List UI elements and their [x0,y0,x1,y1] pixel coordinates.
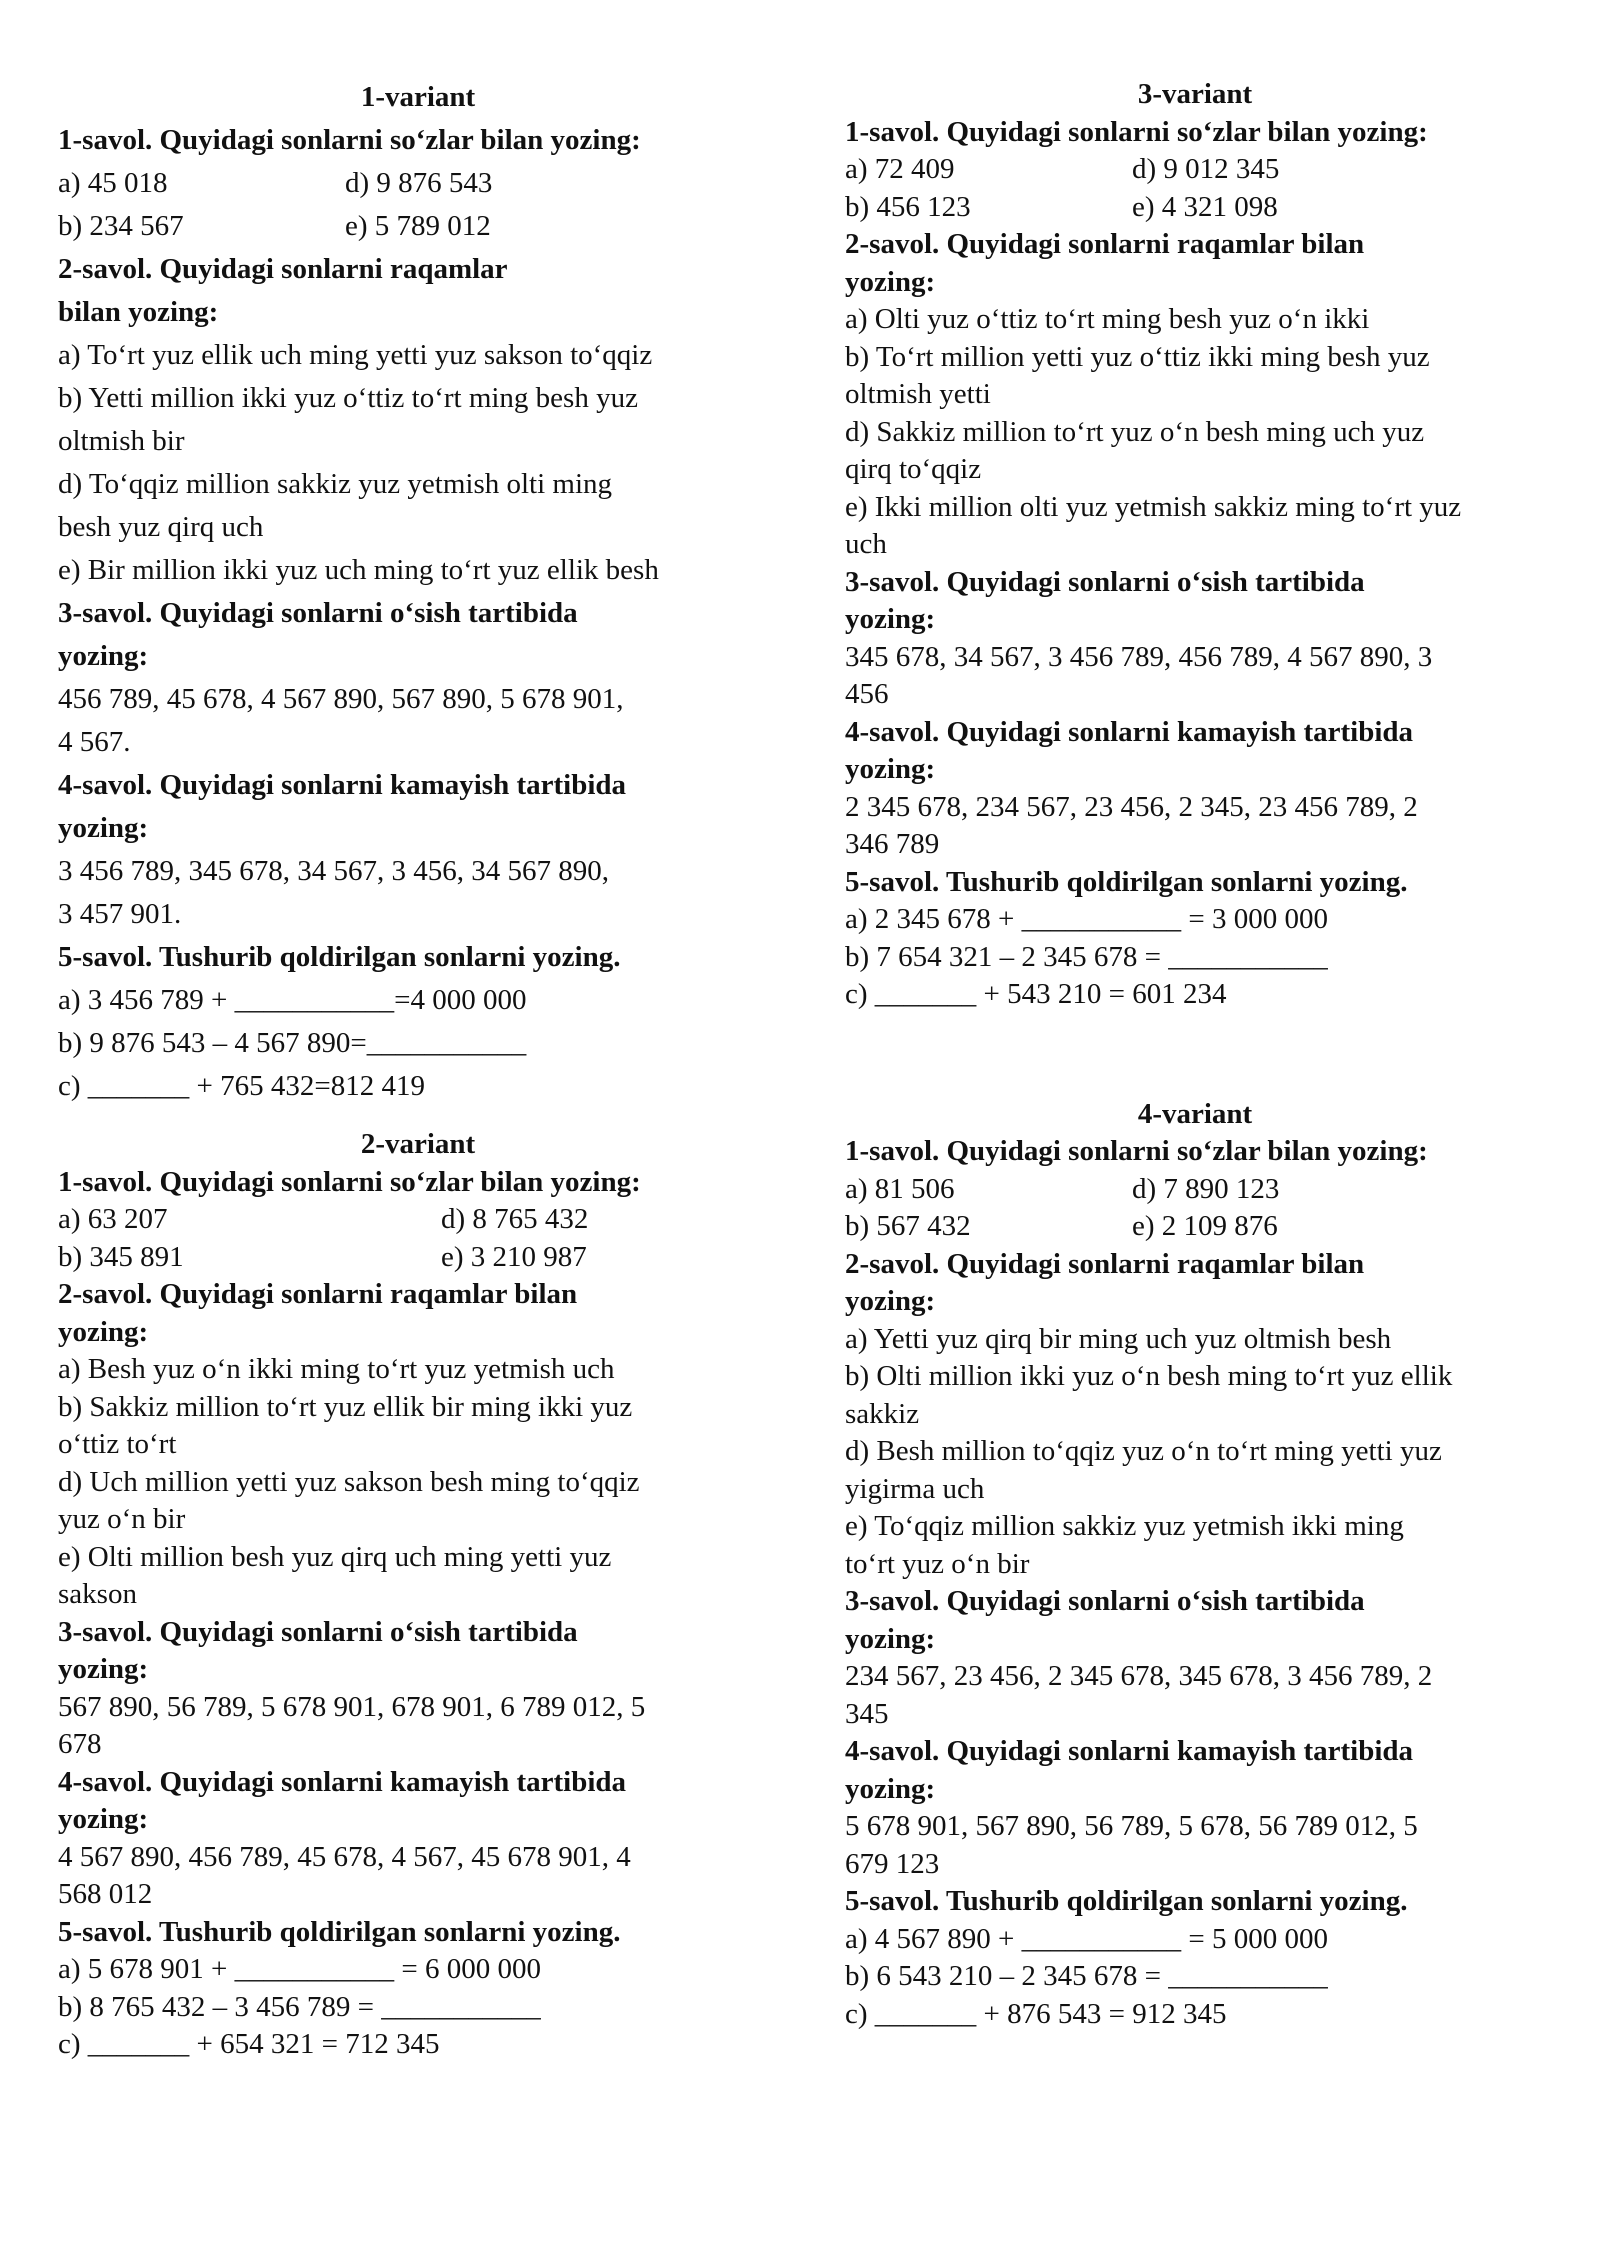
ascending-number-list: 345 [845,1697,889,1730]
question-5-heading: 5-savol. Tushurib qoldirilgan sonlarni yozing. [845,1885,1408,1917]
number-item: a) 63 207 [58,1203,168,1235]
number-pair-row [58,162,778,205]
question-1-heading: 1-savol. Quyidagi sonlarni so‘zlar bilan yozing: [845,115,1428,148]
number-item: e) 3 210 987 [441,1240,587,1273]
descending-number-list: 3 457 901. [58,898,182,930]
word-number-item: b) Sakkiz million to‘rt yuz ellik bir ming ikki yuz [58,1390,633,1423]
word-number-item: o‘ttiz to‘rt [58,1428,177,1460]
word-number-item: e) Olti million besh yuz qirq uch ming yetti yuz [58,1540,612,1573]
word-number-item: d) Uch million yetti yuz sakson besh ming to‘qqiz [58,1465,640,1498]
descending-number-list: 2 345 678, 234 567, 23 456, 2 345, 23 456 789, 2 [845,790,1418,823]
number-item: e) 2 109 876 [1132,1210,1278,1242]
number-item: d) 7 890 123 [1132,1172,1280,1205]
variant-2 [58,1126,778,2064]
question-4-heading: yozing: [58,812,149,844]
question-4-heading: 4-savol. Quyidagi sonlarni kamayish tartibida [58,1765,627,1798]
number-pair-row [845,1208,1545,1246]
word-number-item: oltmish yetti [845,378,991,410]
fill-blank-equation: a) 4 567 890 + ___________ = 5 000 000 [845,1922,1328,1955]
word-number-item: a) To‘rt yuz ellik uch ming yetti yuz sakson to‘qqiz [58,339,653,371]
question-3-heading: yozing: [845,603,936,635]
question-5-heading: 5-savol. Tushurib qoldirilgan sonlarni yozing. [58,1915,621,1948]
fill-blank-equation: b) 6 543 210 – 2 345 678 = ___________ [845,1960,1328,1992]
word-number-item: b) Olti million ikki yuz o‘n besh ming to‘rt yuz ellik [845,1360,1453,1392]
fill-blank-equation: b) 9 876 543 – 4 567 890=___________ [58,1027,527,1059]
fill-blank-equation: b) 8 765 432 – 3 456 789 = ___________ [58,1990,541,2023]
question-4-heading: 4-savol. Quyidagi sonlarni kamayish tartibida [845,715,1414,748]
descending-number-list: 346 789 [845,828,940,860]
number-item: a) 45 018 [58,167,168,199]
question-2-heading: 2-savol. Quyidagi sonlarni raqamlar bilan [845,1247,1365,1280]
word-number-item: d) To‘qqiz million sakkiz yuz yetmish olti ming [58,468,613,500]
word-number-item: besh yuz qirq uch [58,511,264,543]
word-number-item: yuz o‘n bir [58,1503,186,1535]
word-number-item: e) Bir million ikki yuz uch ming to‘rt yuz ellik besh [58,554,659,586]
right-column [845,76,1545,2033]
word-number-item: e) Ikki million olti yuz yetmish sakkiz ming to‘rt yuz [845,490,1462,523]
question-5-heading: 5-savol. Tushurib qoldirilgan sonlarni yozing. [845,865,1408,898]
number-pair-row [845,1171,1545,1209]
number-item: b) 234 567 [58,210,184,242]
fill-blank-equation: c) _______ + 876 543 = 912 345 [845,1997,1227,2030]
ascending-number-list: 345 678, 34 567, 3 456 789, 456 789, 4 567 890, 3 [845,640,1433,673]
number-pair-row [58,1201,778,1239]
number-item: a) 81 506 [845,1172,955,1205]
fill-blank-equation: a) 2 345 678 + ___________ = 3 000 000 [845,903,1328,935]
ascending-number-list: 567 890, 56 789, 5 678 901, 678 901, 6 789 012, 5 [58,1690,646,1723]
ascending-number-list: 4 567. [58,726,131,758]
question-4-heading: 4-savol. Quyidagi sonlarni kamayish tartibida [58,769,627,801]
question-3-heading: yozing: [845,1622,936,1655]
descending-number-list: 5 678 901, 567 890, 56 789, 5 678, 56 789 012, 5 [845,1810,1418,1842]
descending-number-list: 3 456 789, 345 678, 34 567, 3 456, 34 567 890, [58,855,609,887]
question-3-heading: yozing: [58,1653,149,1685]
descending-number-list: 4 567 890, 456 789, 45 678, 4 567, 45 678 901, 4 [58,1840,631,1873]
word-number-item: e) To‘qqiz million sakkiz yuz yetmish ikki ming [845,1510,1404,1542]
ascending-number-list: 456 789, 45 678, 4 567 890, 567 890, 5 678 901, [58,683,624,715]
number-pair-row [845,151,1545,189]
variant-4 [845,1096,1545,2034]
number-item: b) 567 432 [845,1210,971,1242]
question-3-heading: 3-savol. Quyidagi sonlarni o‘sish tartibida [845,1585,1365,1617]
question-2-heading: 2-savol. Quyidagi sonlarni raqamlar bilan [845,228,1365,260]
fill-blank-equation: a) 3 456 789 + ___________=4 000 000 [58,984,527,1016]
word-number-item: b) Yetti million ikki yuz o‘ttiz to‘rt ming besh yuz [58,382,638,414]
word-number-item: b) To‘rt million yetti yuz o‘ttiz ikki ming besh yuz [845,340,1430,373]
fill-blank-equation: c) _______ + 543 210 = 601 234 [845,978,1227,1010]
descending-number-list: 679 123 [845,1847,940,1880]
number-item: b) 345 891 [58,1240,184,1273]
question-1-heading: 1-savol. Quyidagi sonlarni so‘zlar bilan yozing: [58,1165,641,1198]
word-number-item: a) Yetti yuz qirq bir ming uch yuz oltmish besh [845,1322,1392,1355]
word-number-item: yigirma uch [845,1472,985,1505]
word-number-item: sakkiz [845,1397,920,1430]
number-pair-row [58,1239,778,1277]
fill-blank-equation: b) 7 654 321 – 2 345 678 = ___________ [845,940,1328,973]
word-number-item: qirq to‘qqiz [845,453,982,485]
question-2-heading: yozing: [58,1315,149,1348]
variant-title: 3-variant [1137,78,1253,110]
word-number-item: to‘rt yuz o‘n bir [845,1547,1030,1580]
variant-1 [58,76,778,1108]
fill-blank-equation: a) 5 678 901 + ___________ = 6 000 000 [58,1953,541,1985]
question-3-heading: 3-savol. Quyidagi sonlarni o‘sish tartibida [58,597,578,629]
ascending-number-list: 456 [845,678,889,710]
word-number-item: sakson [58,1578,137,1610]
question-2-heading: 2-savol. Quyidagi sonlarni raqamlar bilan [58,1278,578,1310]
left-column [58,76,778,2064]
variant-title: 4-variant [1137,1097,1253,1130]
number-item: e) 4 321 098 [1132,190,1278,223]
question-1-heading: 1-savol. Quyidagi sonlarni so‘zlar bilan yozing: [58,124,641,156]
fill-blank-equation: c) _______ + 765 432=812 419 [58,1070,425,1102]
word-number-item: a) Besh yuz o‘n ikki ming to‘rt yuz yetmish uch [58,1353,615,1385]
question-2-heading: yozing: [845,1285,936,1317]
number-item: b) 456 123 [845,190,971,223]
ascending-number-list: 234 567, 23 456, 2 345 678, 345 678, 3 456 789, 2 [845,1660,1433,1692]
number-pair-row [58,205,778,248]
word-number-item: uch [845,528,887,560]
word-number-item: oltmish bir [58,425,185,457]
number-item: a) 72 409 [845,153,955,185]
question-4-heading: 4-savol. Quyidagi sonlarni kamayish tartibida [845,1735,1414,1767]
variant-3 [845,76,1545,1014]
question-3-heading: 3-savol. Quyidagi sonlarni o‘sish tartibida [845,565,1365,598]
number-item: e) 5 789 012 [345,210,491,242]
variant-title: 1-variant [360,81,476,113]
fill-blank-equation: c) _______ + 654 321 = 712 345 [58,2028,440,2060]
word-number-item: a) Olti yuz o‘ttiz to‘rt ming besh yuz o‘n ikki [845,303,1370,335]
variant-title: 2-variant [360,1128,476,1160]
number-item: d) 8 765 432 [441,1203,589,1235]
number-item: d) 9 012 345 [1132,153,1280,185]
ascending-number-list: 678 [58,1728,102,1760]
descending-number-list: 568 012 [58,1878,153,1910]
word-number-item: d) Sakkiz million to‘rt yuz o‘n besh ming uch yuz [845,415,1425,448]
question-2-heading: bilan yozing: [58,296,219,328]
question-2-heading: yozing: [845,265,936,298]
word-number-item: d) Besh million to‘qqiz yuz o‘n to‘rt ming yetti yuz [845,1435,1442,1467]
question-3-heading: yozing: [58,640,149,672]
question-4-heading: yozing: [845,753,936,785]
number-pair-row [845,189,1545,227]
question-4-heading: yozing: [58,1803,149,1835]
question-5-heading: 5-savol. Tushurib qoldirilgan sonlarni yozing. [58,941,621,973]
question-1-heading: 1-savol. Quyidagi sonlarni so‘zlar bilan yozing: [845,1135,1428,1167]
number-item: d) 9 876 543 [345,167,493,199]
question-4-heading: yozing: [845,1772,936,1805]
question-3-heading: 3-savol. Quyidagi sonlarni o‘sish tartibida [58,1615,578,1648]
question-2-heading: 2-savol. Quyidagi sonlarni raqamlar [58,253,508,285]
